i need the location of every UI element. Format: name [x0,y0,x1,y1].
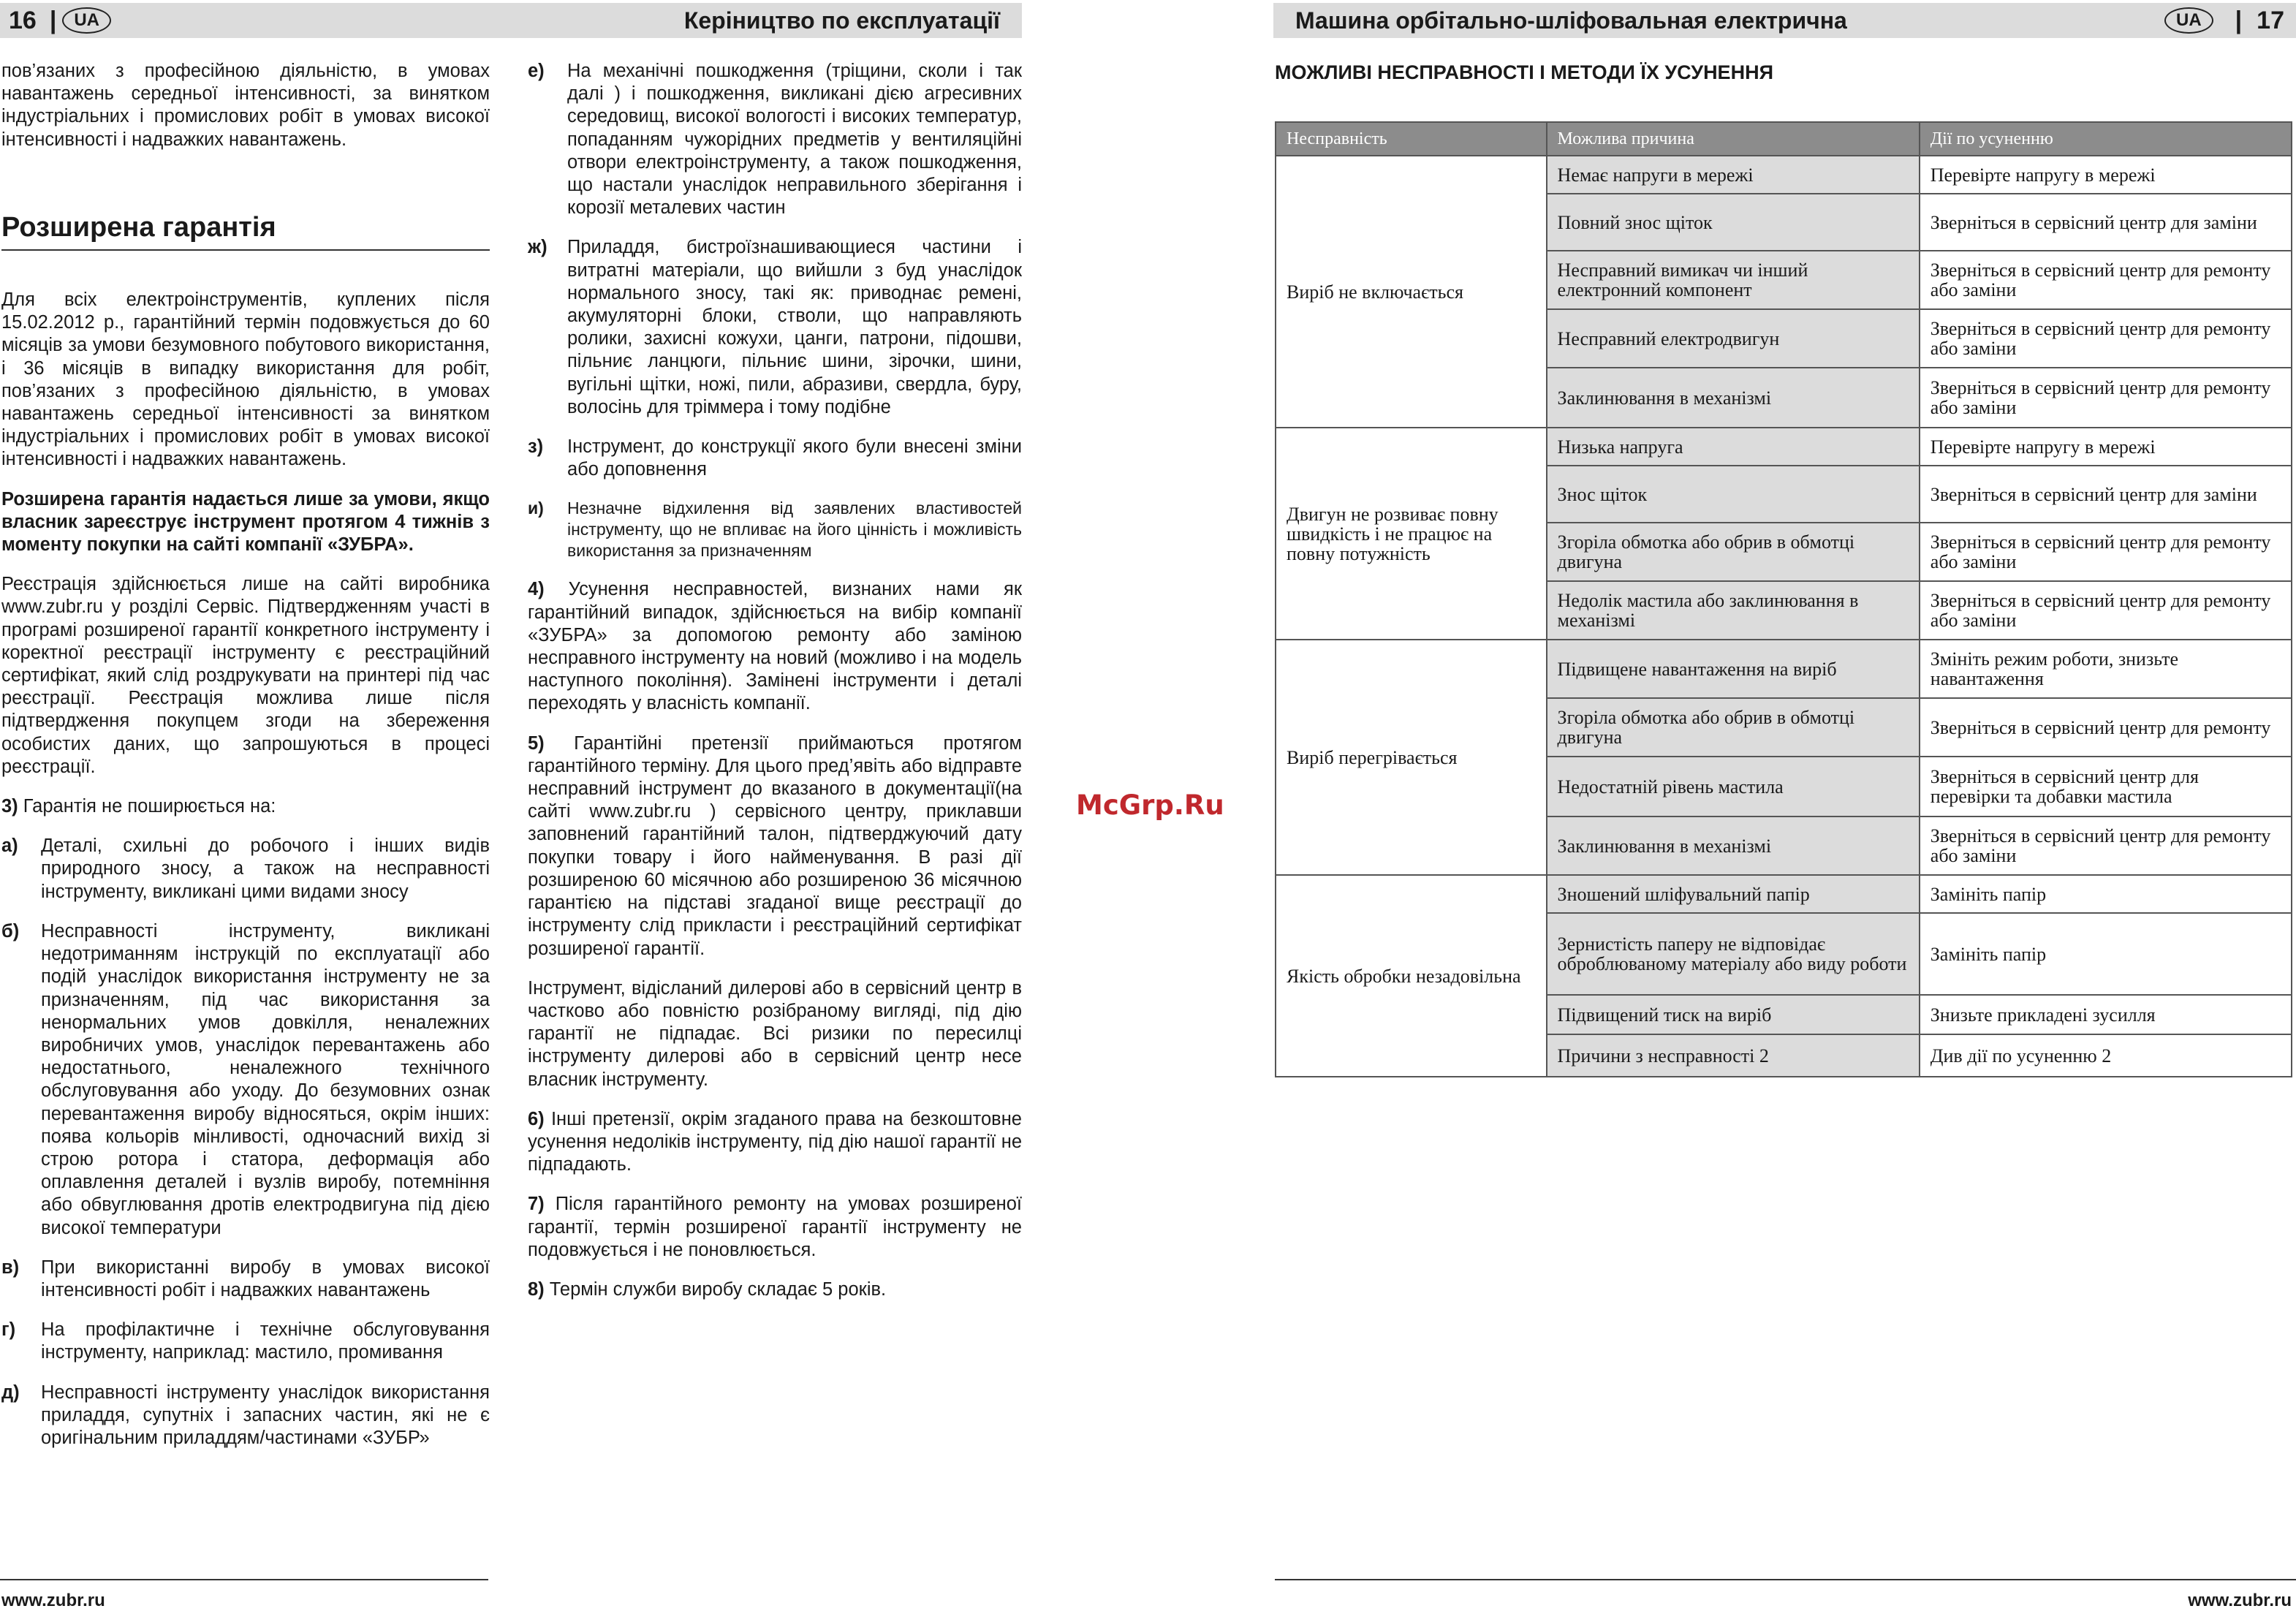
action-cell: Змініть режим роботи, знизьте навантаження [1920,640,2292,698]
left-lang-badge: UA [62,7,111,34]
left-page-header [0,3,1022,38]
paragraph-text: Інші претензії, окрім згаданого права на безкоштовне усунення недоліків інструменту, під дію нашої гарантії не підпадають. [528,1108,1022,1175]
action-cell: Див дії по усуненню 2 [1920,1034,2292,1077]
cause-cell: Підвищений тиск на виріб [1547,995,1920,1034]
heading-rule [1,249,490,251]
list-text: На механічні пошкодження (тріщини, сколи і так далі ) і пошкодження, викликані дією агресивних середовищ, високої вологості і високих температур, попаданням чужорідних предметів у вентиляційні отвори електроінструменту, а також пошкодження, що настали унаслідок неправильного зберігання і корозії металевих частин [567,61,1022,219]
action-cell: Замініть папір [1920,875,2292,913]
table-row [1276,156,2292,194]
table-row [1276,640,2292,698]
paragraph-4 [528,578,1022,715]
paragraph-6 [528,1108,1022,1177]
item-number: 8) [528,1278,545,1300]
list-text: Несправності інструменту унаслідок використання приладдя, супутніх і запасних частин, які не є оригінальним приладдям/частинами «ЗУБР» [41,1382,490,1448]
item-number: 5) [528,732,545,754]
warranty-paragraph-3: Реєстрація здійснюється лише на сайті виробника www.zubr.ru у розділі Сервіс. Підтвердженням участі в програмі розширеної гарантії конкретного інструменту і коректної реєстрації інструменту є реєстраційний сертифікат, який слід роздрукувати на принтері під час реєстрації. Реєстрація можлива лише після підтвердження покупцем згоди на збереження особистих даних, що запрошуються в процесі реєстрації. [1,574,490,777]
list-item [528,436,1022,481]
list-item [1,1257,490,1302]
fault-cell: Виріб не включається [1276,156,1547,428]
list-item [1,1382,490,1450]
list-label: а) [1,836,18,857]
action-cell: Зверніться в сервісний центр для ремонту або заміни [1920,581,2292,640]
paragraph-text: Гарантійні претензії приймаються протягом гарантійного терміну. Для цього пред’явіть або відправте несправний інструмент до вказаного в документації(на сайті www.zubr.ru ) сервісного центру, приклавши заповнений гарантійний талон, підтверджуючий дату покупки товару і його найменування. В разі дії розширеною 60 місячною або розширеною 36 місячною гарантією на підставі згаданої вище реєстрації до інструменту слід прикласти і реєстраційний сертифікат розширеної гарантії. [528,732,1022,959]
list-item [528,60,1022,219]
cause-cell: Підвищене навантаження на виріб [1547,640,1920,698]
cause-cell: Заклинювання в механізмі [1547,368,1920,428]
list-item [1,835,490,903]
table-row [1276,428,2292,466]
right-lang-badge: UA [2164,7,2213,34]
left-footer-rule [0,1579,488,1580]
cause-cell: Заклинювання в механізмі [1547,817,1920,875]
fault-cell: Двигун не розвиває повну швидкість і не працює на повну потужність [1276,428,1547,640]
paragraph-dealer: Інструмент, відісланий дилерові або в сервісний центр в частково або повністю розібраному вигляді, під дію гарантії не підпадає. Всі ризики по пересилці інструменту дилерові або в сервісний центр несе власник інструменту. [528,977,1022,1090]
item-number: 6) [528,1108,545,1129]
list-text: Деталі, схильні до робочого і інших видів природного зносу, а також на несправності інструменту, викликані цими видами зносу [41,836,490,902]
action-cell: Зверніться в сервісний центр для ремонту [1920,698,2292,757]
cause-cell: Зернистість паперу не відповідає оброблюваному матеріалу або виду роботи [1547,913,1920,995]
table-row [1276,875,2292,913]
cause-cell: Згоріла обмотка або обрив в обмотці двигуна [1547,523,1920,581]
list-label: б) [1,920,20,942]
left-footer-url: www.zubr.ru [1,1591,105,1610]
cause-cell: Згоріла обмотка або обрив в обмотці двигуна [1547,698,1920,757]
item-number: 3) [1,796,18,817]
paragraph-5 [528,732,1022,961]
item-number: 4) [528,579,545,600]
paragraph-text: Гарантія не поширюється на: [23,796,276,817]
action-cell: Зверніться в сервісний центр для ремонту або заміни [1920,817,2292,875]
right-header-title: Машина орбітально-шліфовальная електрична [1295,7,1847,34]
cause-cell: Недостатній рівень мастила [1547,757,1920,817]
action-cell: Замініть папір [1920,913,2292,995]
left-page-number: 16 [9,6,37,34]
list-text: Приладдя, бистроїзнашивающиеся частини і витратні матеріали, що вийшли з буд унаслідок нормального зносу, такі як: приводнає ремені, акумуляторні блоки, стволи, що направляють ролики, захисні кожухи, цанги, патрони, підошви, пільниє ланцюги, пільниє шини, зірочки, шини, вугільні щітки, ножі, пили, абразиви, свердла, буру, волосінь для тріммера і тому подібне [567,237,1022,417]
list-label: ж) [528,237,548,258]
list-text: На профілактичне і технічне обслуговування інструменту, наприклад: мастило, промивання [41,1319,490,1363]
action-cell: Зверніться в сервісний центр для заміни [1920,466,2292,523]
list-label: в) [1,1257,20,1278]
troubleshooting-table [1275,121,2292,1077]
right-page-number: 17 [2257,6,2284,34]
list-label: г) [1,1319,16,1341]
header-divider: | [49,6,57,34]
left-header-title: Керіництво по експлуатації [683,7,1000,34]
list-label: е) [528,61,545,81]
action-cell: Зверніться в сервісний центр для заміни [1920,194,2292,251]
column-header-fault: Несправність [1276,122,1547,156]
extended-warranty-heading: Розширена гарантія [1,211,276,243]
fault-cell: Виріб перегрівається [1276,640,1547,875]
cause-cell: Несправний вимикач чи інший електронний компонент [1547,251,1920,309]
watermark: McGrp.Ru [1076,789,1224,821]
action-cell: Зверніться в сервісний центр для ремонту або заміни [1920,309,2292,368]
paragraph-text: Усунення несправностей, визнаних нами як гарантійний випадок, здійснюється на вибір компанії «ЗУБРА» за допомогою ремонту або заміною несправного інструменту на новий (можливо і на модель наступного покоління). Замінені інструменти і деталі переходять у власність компанії. [528,579,1022,714]
action-cell: Зверніться в сервісний центр для ремонту або заміни [1920,523,2292,581]
list-text: Інструмент, до конструкції якого були внесені зміни або доповнення [567,436,1022,480]
header-divider: | [2235,6,2243,34]
column-header-action: Дії по усуненню [1920,122,2292,156]
list-label: з) [528,436,544,458]
list-text: Незначне відхилення від заявлених властивостей інструменту, що не впливає на його цінність і можливість використання за призначенням [567,499,1022,561]
paragraph-text: Термін служби виробу складає 5 років. [549,1278,887,1300]
left-column-1 [1,60,490,1466]
table-header-row [1276,122,2292,156]
list-item [1,1319,490,1364]
list-item [528,498,1022,561]
left-column-2 [528,60,1022,1318]
cause-cell: Знос щіток [1547,466,1920,523]
list-label: д) [1,1382,20,1403]
right-footer-url: www.zubr.ru [2188,1591,2292,1610]
right-page-header [1273,3,2296,38]
paragraph-7 [528,1193,1022,1262]
intro-paragraph: пов’язаних з професійною діяльністю, в умовах навантажень середньої інтенсивності, за винятком індустріальних і промислових робіт в умовах високої інтенсивності і надважких навантажень. [1,61,490,150]
action-cell: Зверніться в сервісний центр для ремонту або заміни [1920,368,2292,428]
cause-cell: Немає напруги в мережі [1547,156,1920,194]
paragraph-text: Після гарантійного ремонту на умовах розширеної гарантії, термін розширеної гарантії інструменту не подовжується і не поновлюється. [528,1194,1022,1260]
action-cell: Перевірте напругу в мережі [1920,428,2292,466]
fault-cell: Якість обробки незадовільна [1276,875,1547,1077]
action-cell: Перевірте напругу в мережі [1920,156,2292,194]
cause-cell: Повний знос щіток [1547,194,1920,251]
troubleshooting-title: МОЖЛИВІ НЕСПРАВНОСТІ І МЕТОДИ ЇХ УСУНЕННЯ [1275,61,1773,83]
warranty-paragraph-2: Розширена гарантія надається лише за умови, якщо власник зареєструє інструмент протягом 4 тижнів з моменту покупки на сайті компанії «ЗУБРА». [1,488,490,556]
list-text: При використанні виробу в умовах високої інтенсивності робіт і надважких навантажень [41,1257,490,1300]
warranty-paragraph-4 [1,795,490,818]
cause-cell: Низька напруга [1547,428,1920,466]
cause-cell: Недолік мастила або заклинювання в механізмі [1547,581,1920,640]
warranty-paragraph-1: Для всіх електроінструментів, куплених після 15.02.2012 р., гарантійний термін подовжується до 60 місяців за умови безумовного побутового використання, і 36 місяців в випадку використання для робіт, пов’язаних з професійною діяльністю, в умовах навантажень середньої інтенсивності за винятком індустріальних і промислових робіт в умовах високої інтенсивності і надважких навантажень. [1,289,490,470]
list-item [528,236,1022,419]
cause-cell: Несправний електродвигун [1547,309,1920,368]
list-label: и) [528,499,544,518]
action-cell: Зверніться в сервісний центр для ремонту або заміни [1920,251,2292,309]
action-cell: Зверніться в сервісний центр для перевірки та добавки мастила [1920,757,2292,817]
action-cell: Знизьте прикладені зусилля [1920,995,2292,1034]
right-footer-rule [1275,1579,2296,1580]
paragraph-8 [528,1278,1022,1301]
column-header-cause: Можлива причина [1547,122,1920,156]
list-text: Несправності інструменту, викликані недотриманням інструкцій по експлуатації або подій унаслідок використання інструменту не за призначенням, під час використання за ненормальних умов довкілля, неналежних виробничих умов, унаслідок перевантажень або недостатнього, неналежного технічного обслуговування або уходу. До безумовних ознак перевантаження виробу відносяться, окрім інших: поява кольорів мінливості, одночасний вихід зі строю ротора і статора, деформація або оплавлення деталей і вузлів виробу, потемніння або обвуглювання дротів електродвигуна під дією високої температури [41,920,490,1238]
cause-cell: Зношений шліфувальний папір [1547,875,1920,913]
list-item [1,920,490,1240]
item-number: 7) [528,1194,545,1215]
cause-cell: Причини з несправності 2 [1547,1034,1920,1077]
